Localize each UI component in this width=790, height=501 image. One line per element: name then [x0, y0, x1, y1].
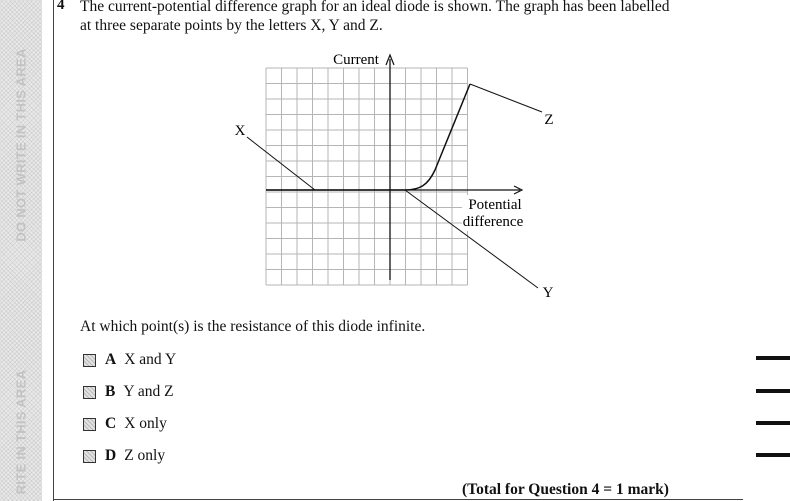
margin-strip: [0, 0, 42, 501]
option-a-letter: A: [105, 351, 117, 368]
option-c-text: X only: [124, 415, 167, 432]
option-d[interactable]: [83, 447, 165, 465]
question-total: (Total for Question 4 = 1 mark): [462, 481, 669, 498]
question-number: 4: [57, 0, 65, 13]
option-b-letter: B: [105, 383, 116, 400]
pointer-z: [470, 84, 542, 112]
point-label-z: Z: [544, 112, 554, 128]
point-label-y: Y: [542, 285, 554, 301]
page-border-bottom: [53, 499, 743, 500]
answer-bar-1: [756, 356, 790, 360]
answer-bar-2: [756, 389, 790, 393]
option-d-letter: D: [105, 447, 117, 464]
y-axis-label: Current: [333, 52, 379, 68]
option-b-checkbox[interactable]: [83, 386, 96, 399]
margin-warning-bottom: RITE IN THIS AREA: [13, 369, 29, 495]
option-c-letter: C: [105, 415, 117, 432]
x-axis-label-line1: Potential: [468, 197, 522, 213]
option-a-text: X and Y: [124, 351, 177, 368]
diode-graph: [220, 45, 560, 305]
option-d-checkbox[interactable]: [83, 450, 96, 463]
option-c[interactable]: [83, 415, 167, 433]
question-prompt: At which point(s) is the resistance of this diode infinite.: [80, 318, 426, 335]
graph-grid: [266, 68, 468, 285]
point-label-x: X: [234, 123, 246, 139]
option-b-text: Y and Z: [123, 383, 174, 400]
option-d-text: Z only: [124, 447, 166, 464]
option-c-checkbox[interactable]: [83, 418, 96, 431]
answer-bar-4: [756, 453, 790, 457]
page-border-left: [53, 0, 54, 501]
question-text: The current-potential difference graph for an ideal diode is shown. The graph has been labelled at three separate points by the letters X, Y and Z.: [80, 0, 670, 34]
x-axis-label-line2: difference: [462, 214, 524, 230]
option-b[interactable]: [83, 383, 174, 401]
option-a-checkbox[interactable]: [83, 354, 96, 367]
margin-warning-top: DO NOT WRITE IN THIS AREA: [13, 48, 29, 242]
option-a[interactable]: [83, 351, 176, 369]
answer-bar-3: [756, 421, 790, 425]
